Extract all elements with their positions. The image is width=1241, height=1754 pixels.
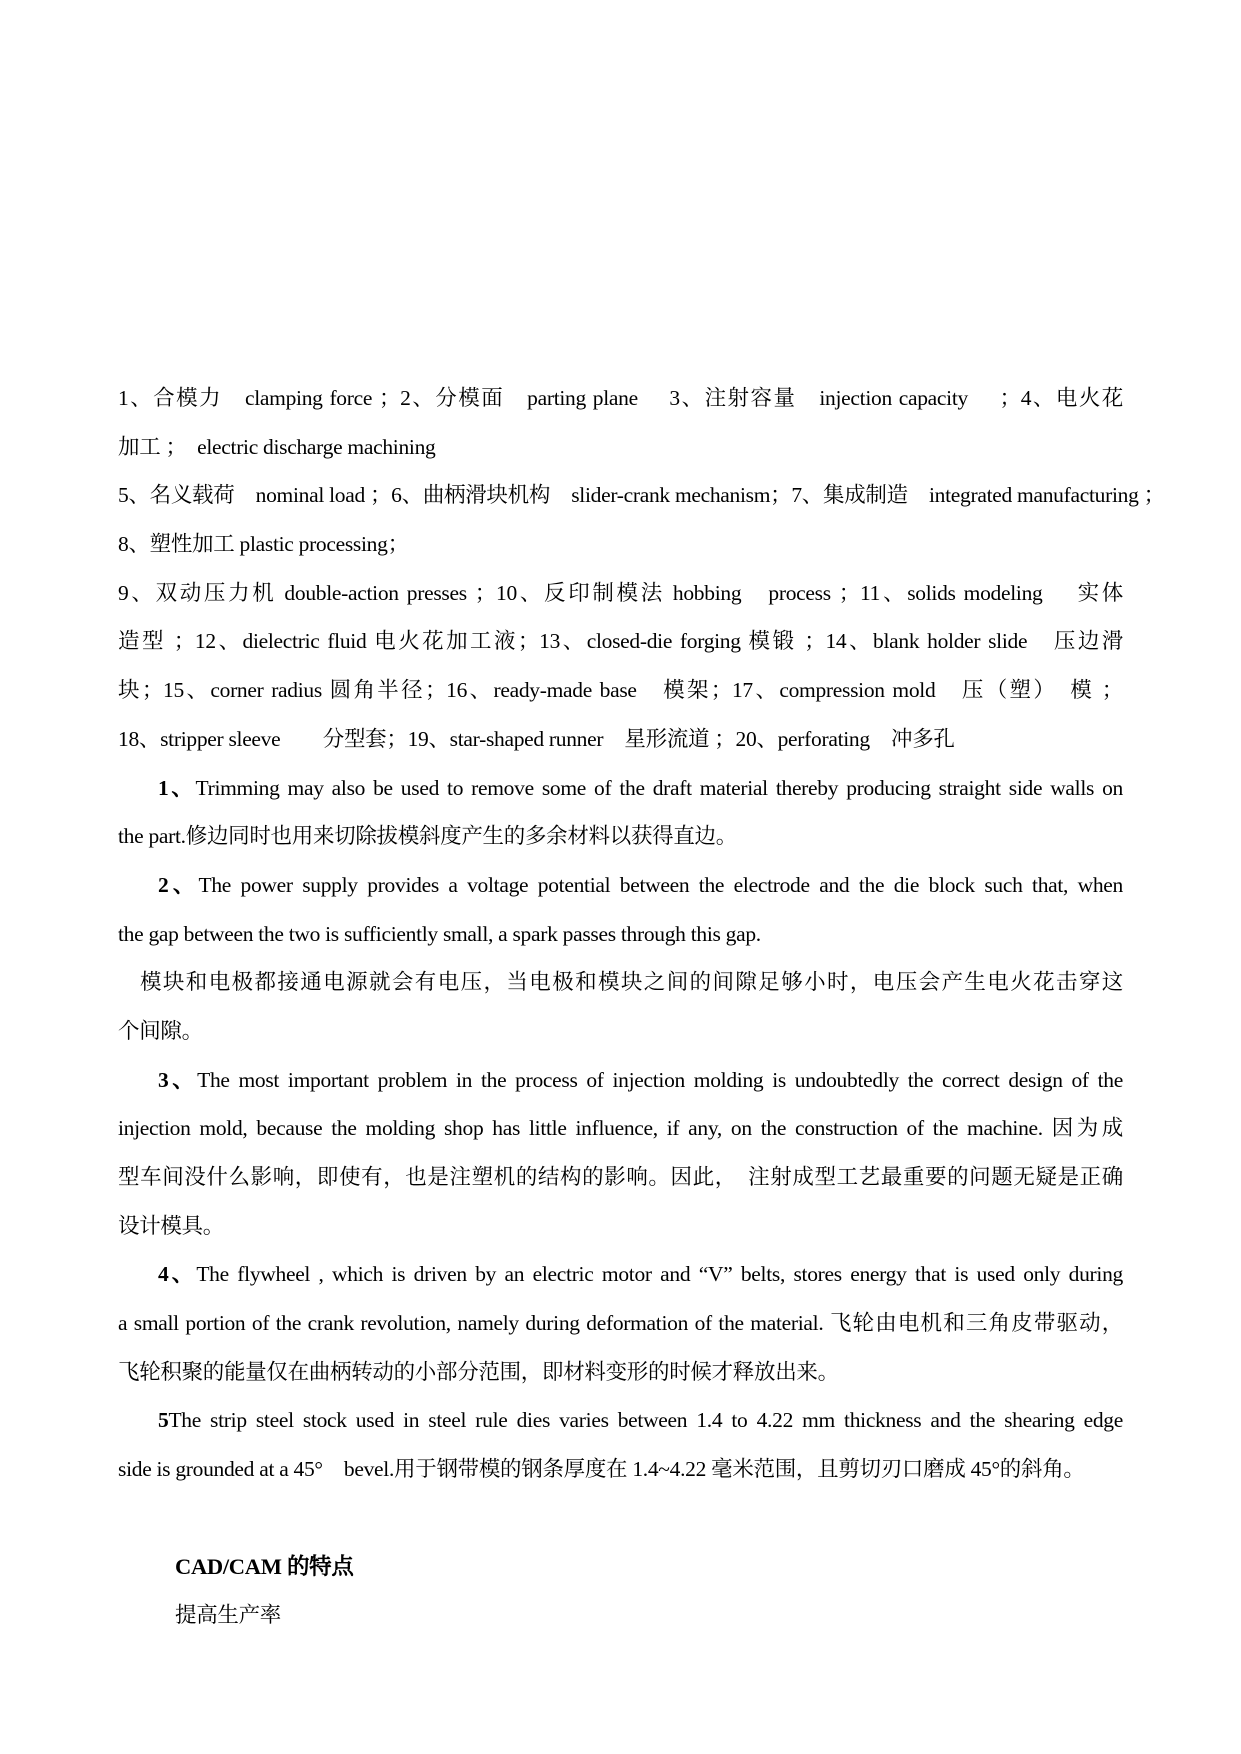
paragraph-3-number: 3、 [158,1067,198,1092]
vocab-line-8: 18、stripper sleeve 分型套；19、star-shaped runner 星形流道 ；20、perforating 冲多孔 [118,726,955,751]
paragraph-2-text: The power supply provides a voltage potential between the electrode and the die block such that, when [198,872,1123,897]
paragraph-5-line-2: side is grounded at a 45° bevel.用于钢带模的钢条厚度在 1.4~4.22 毫米范围，且剪切刃口磨成 45°的斜角。 [118,1457,1085,1482]
paragraph-4-text: The flywheel , which is driven by an electric motor and “V” belts, stores energy that is used only during [196,1262,1123,1287]
vocab-line-3: 5、名义载荷 nominal load ；6、曲柄滑块机构 slider-crank mechanism；7、集成制造 integrated manufacturing ； [118,483,1165,508]
paragraph-1-text: Trimming may also be used to remove some of the draft material thereby producing straight side walls on [195,775,1123,800]
paragraph-3-line-4: 设计模具。 [118,1213,225,1238]
paragraph-2-line-3: 模块和电极都接通电源就会有电压，当电极和模块之间的间隙足够小时，电压会产生电火花击穿这 [140,970,1123,995]
paragraph-5-number: 5 [158,1408,169,1433]
vocab-line-4: 8、塑性加工 plastic processing； [118,532,409,557]
paragraph-2-line-4: 个间隙。 [118,1018,203,1043]
paragraph-3-line-3: 型车间没什么影响，即使有，也是注塑机的结构的影响。因此， 注射成型工艺最重要的问题无疑是正确 [118,1165,1123,1189]
paragraph-4-line-1 [118,1250,1123,1299]
paragraph-4-line-3: 飞轮积聚的能量仅在曲柄转动的小部分范围，即材料变形的时候才释放出来。 [118,1359,839,1384]
section-subline: 提高生产率 [175,1603,282,1628]
paragraph-2-line-2: the gap between the two is sufficiently small, a spark passes through this gap. [118,921,761,946]
paragraph-2-number: 2、 [158,872,199,897]
vocab-line-1: 1、合模力 clamping force ；2、分模面 parting plane 3、注射容量 injection capacity ；4、电火花 [118,386,1123,410]
paragraph-1-number: 1、 [158,775,196,800]
vocab-line-5: 9、双动压力机 double-action presses ；10、反印制模法 hobbing process ；11、solids modeling 实体 [118,580,1123,605]
paragraph-1-line-2: the part.修边同时也用来切除拔模斜度产生的多余材料以获得直边。 [118,824,737,849]
paragraph-4-line-2: a small portion of the crank revolution, namely during deformation of the material. 飞轮由电机和三角皮带驱动， [118,1311,1123,1336]
paragraph-2-line-1 [118,861,1123,910]
section-heading: CAD/CAM 的特点 [175,1553,354,1579]
vocab-line-7: 块；15、corner radius 圆角半径；16、ready-made base 模架；17、compression mold 压（塑） 模 ； [118,678,1123,703]
paragraph-5-line-1 [118,1396,1123,1445]
document-content [118,374,1165,1640]
vocab-line-2: 加工 ； electric discharge machining [118,434,436,459]
vocab-line-6: 造型 ；12、dielectric fluid 电火花加工液；13、closed-die forging 模锻 ；14、blank holder slide 压边滑 [118,629,1123,654]
paragraph-1-line-1 [118,764,1123,813]
paragraph-3-line-2: injection mold, because the molding shop has little influence, if any, on the construction of the machine. 因为成 [118,1116,1123,1141]
paragraph-3-text: The most important problem in the process of injection molding is undoubtedly the correct design of the [197,1067,1123,1092]
paragraph-5-text: The strip steel stock used in steel rule dies varies between 1.4 to 4.22 mm thickness and the shearing edge [168,1408,1123,1433]
paragraph-3-line-1 [118,1056,1123,1105]
paragraph-4-number: 4、 [158,1262,197,1287]
